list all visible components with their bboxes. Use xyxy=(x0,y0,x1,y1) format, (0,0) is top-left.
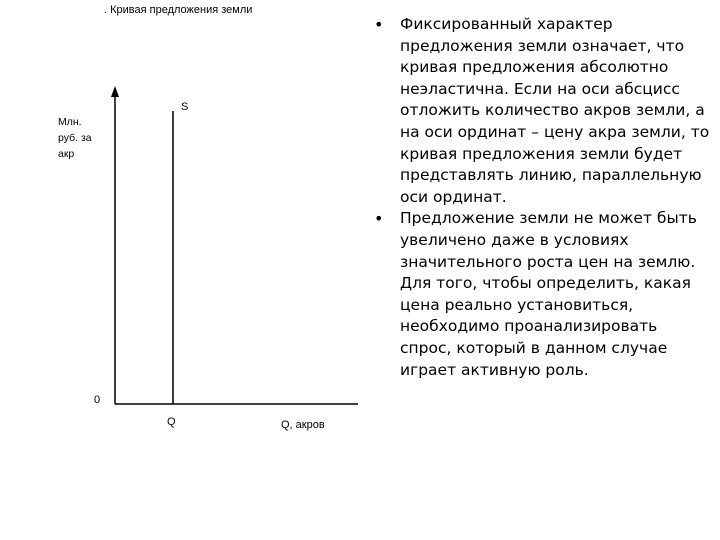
y-axis-label-line: руб. за xyxy=(58,132,92,144)
bullet-item xyxy=(370,14,710,208)
origin-label: 0 xyxy=(94,394,101,406)
y-axis-label-line: Млн. xyxy=(58,116,82,128)
y-axis-label-line: акр xyxy=(58,148,75,160)
explanation-list xyxy=(370,14,710,381)
bullet-dot: • xyxy=(374,15,384,34)
x-axis-label: Q, акров xyxy=(281,419,325,431)
y-axis-arrowhead xyxy=(111,86,119,97)
bullet-dot: • xyxy=(374,209,384,229)
bullet-text: Предложение земли не может быть увеличено даже в условиях значительного роста цен на землю. Для того, чтобы определить, какая цена реально установиться, необходимо проанализировать спрос, который в данном случае играет активную роль. xyxy=(400,209,697,379)
bullet-item xyxy=(370,208,710,381)
x-tick-label-q: Q xyxy=(167,416,176,428)
chart-title: . Кривая предложения земли xyxy=(104,4,253,16)
supply-curve-label: S xyxy=(181,101,189,113)
bullet-text: Фиксированный характер предложения земли означает, что кривая предложения абсолютно неэластична. Если на оси абсцисс отложить количество акров земли, а на оси ординат – цену акра земли, то кривая предложения земли будет представлять линию, параллельную оси ординат. xyxy=(400,15,710,206)
